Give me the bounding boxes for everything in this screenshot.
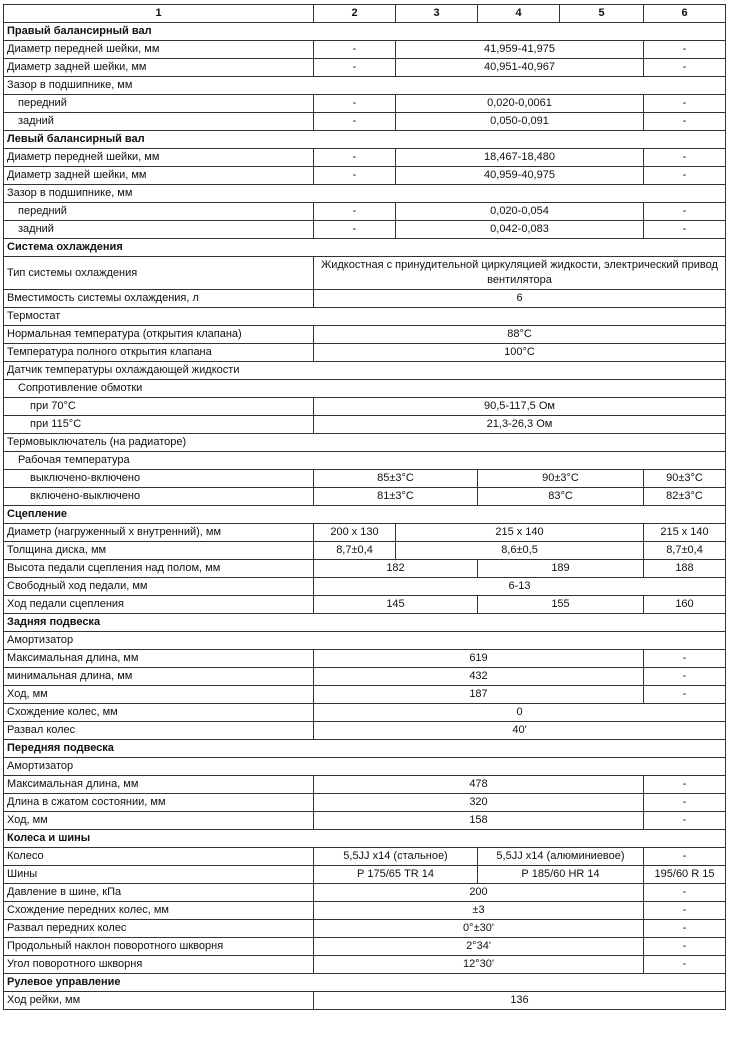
value-cell: 0 — [314, 704, 726, 722]
section-row — [4, 239, 726, 257]
parameter-label: передний — [4, 95, 314, 113]
column-header: 5 — [560, 5, 644, 23]
value-cell: 478 — [314, 776, 644, 794]
parameter-label: Ход рейки, мм — [4, 992, 314, 1010]
section-row — [4, 830, 726, 848]
table-row — [4, 326, 726, 344]
table-row — [4, 668, 726, 686]
table-row — [4, 524, 726, 542]
parameter-label: выключено-включено — [4, 470, 314, 488]
parameter-label: Диаметр передней шейки, мм — [4, 41, 314, 59]
table-row — [4, 902, 726, 920]
value-cell: 158 — [314, 812, 644, 830]
table-row — [4, 344, 726, 362]
parameter-label: Амортизатор — [4, 758, 726, 776]
parameter-label: Развал передних колес — [4, 920, 314, 938]
value-cell: 41,959-41,975 — [396, 41, 644, 59]
value-cell: - — [644, 848, 726, 866]
section-row — [4, 974, 726, 992]
table-row — [4, 866, 726, 884]
parameter-label: Термовыключатель (на радиаторе) — [4, 434, 726, 452]
value-cell: 320 — [314, 794, 644, 812]
value-cell: 8,6±0,5 — [396, 542, 644, 560]
table-row — [4, 938, 726, 956]
column-header: 1 — [4, 5, 314, 23]
parameter-label: Свободный ход педали, мм — [4, 578, 314, 596]
value-cell: 0,042-0,083 — [396, 221, 644, 239]
value-cell: - — [314, 149, 396, 167]
table-row — [4, 113, 726, 131]
parameter-label: Сопротивление обмотки — [4, 380, 726, 398]
parameter-label: Амортизатор — [4, 632, 726, 650]
table-row — [4, 434, 726, 452]
table-row — [4, 992, 726, 1010]
table-row — [4, 95, 726, 113]
value-cell: 6 — [314, 290, 726, 308]
value-cell: 432 — [314, 668, 644, 686]
value-cell: - — [644, 902, 726, 920]
value-cell: 6-13 — [314, 578, 726, 596]
column-header: 2 — [314, 5, 396, 23]
parameter-label: Ход, мм — [4, 686, 314, 704]
table-row — [4, 794, 726, 812]
parameter-label: Ход педали сцепления — [4, 596, 314, 614]
value-cell: 81±3°С — [314, 488, 478, 506]
value-cell: 187 — [314, 686, 644, 704]
table-row — [4, 41, 726, 59]
value-cell: 182 — [314, 560, 478, 578]
section-title: Левый балансирный вал — [4, 131, 726, 149]
value-cell: 21,3-26,3 Ом — [314, 416, 726, 434]
table-row — [4, 956, 726, 974]
table-row — [4, 149, 726, 167]
table-row — [4, 632, 726, 650]
table-row — [4, 59, 726, 77]
parameter-label: Температура полного открытия клапана — [4, 344, 314, 362]
value-cell: 200 x 130 — [314, 524, 396, 542]
value-cell: 5,5JJ x14 (стальное) — [314, 848, 478, 866]
table-row — [4, 812, 726, 830]
value-cell: ±3 — [314, 902, 644, 920]
value-cell: 5,5JJ x14 (алюминиевое) — [478, 848, 644, 866]
parameter-label: Рабочая температура — [4, 452, 726, 470]
value-cell: - — [644, 884, 726, 902]
parameter-label: Давление в шине, кПа — [4, 884, 314, 902]
parameter-label: Высота педали сцепления над полом, мм — [4, 560, 314, 578]
value-cell: 12°30' — [314, 956, 644, 974]
parameter-label: Продольный наклон поворотного шкворня — [4, 938, 314, 956]
table-row — [4, 470, 726, 488]
value-cell: - — [644, 812, 726, 830]
value-cell: - — [644, 650, 726, 668]
table-row — [4, 884, 726, 902]
value-cell: - — [314, 41, 396, 59]
table-row — [4, 416, 726, 434]
value-cell: 0,020-0,0061 — [396, 95, 644, 113]
table-row — [4, 221, 726, 239]
parameter-label: передний — [4, 203, 314, 221]
value-cell: 136 — [314, 992, 726, 1010]
value-cell: 88°С — [314, 326, 726, 344]
parameter-label: Ход, мм — [4, 812, 314, 830]
value-cell: 0,020-0,054 — [396, 203, 644, 221]
parameter-label: Датчик температуры охлаждающей жидкости — [4, 362, 726, 380]
parameter-label: Толщина диска, мм — [4, 542, 314, 560]
value-cell: - — [644, 668, 726, 686]
parameter-label: Шины — [4, 866, 314, 884]
table-row — [4, 185, 726, 203]
value-cell: 40,959-40,975 — [396, 167, 644, 185]
value-cell: 100°С — [314, 344, 726, 362]
value-cell: 82±3°С — [644, 488, 726, 506]
value-cell: 215 x 140 — [644, 524, 726, 542]
column-header: 4 — [478, 5, 560, 23]
value-cell: - — [644, 59, 726, 77]
section-title: Сцепление — [4, 506, 726, 524]
section-row — [4, 23, 726, 41]
parameter-label: Длина в сжатом состоянии, мм — [4, 794, 314, 812]
value-cell: 40,951-40,967 — [396, 59, 644, 77]
table-row — [4, 560, 726, 578]
value-cell: 90,5-117,5 Ом — [314, 398, 726, 416]
section-row — [4, 614, 726, 632]
table-row — [4, 596, 726, 614]
value-cell: - — [644, 221, 726, 239]
table-row — [4, 203, 726, 221]
value-cell: 0°±30' — [314, 920, 644, 938]
parameter-label: Угол поворотного шкворня — [4, 956, 314, 974]
table-row — [4, 758, 726, 776]
parameter-label: Нормальная температура (открытия клапана) — [4, 326, 314, 344]
value-cell: 85±3°С — [314, 470, 478, 488]
table-row — [4, 686, 726, 704]
section-title: Задняя подвеска — [4, 614, 726, 632]
table-row — [4, 488, 726, 506]
value-cell: 90±3°С — [644, 470, 726, 488]
parameter-label: при 115°С — [4, 416, 314, 434]
spec-table — [3, 4, 726, 1010]
value-cell: - — [644, 41, 726, 59]
table-row — [4, 308, 726, 326]
table-row — [4, 848, 726, 866]
value-cell: 619 — [314, 650, 644, 668]
section-row — [4, 506, 726, 524]
value-cell: Р 175/65 TR 14 — [314, 866, 478, 884]
parameter-label: задний — [4, 113, 314, 131]
section-row — [4, 131, 726, 149]
parameter-label: Зазор в подшипнике, мм — [4, 185, 726, 203]
table-row — [4, 398, 726, 416]
parameter-label: Диаметр задней шейки, мм — [4, 59, 314, 77]
value-cell: - — [644, 95, 726, 113]
value-cell: 188 — [644, 560, 726, 578]
parameter-label: Схождение передних колес, мм — [4, 902, 314, 920]
section-title: Колеса и шины — [4, 830, 726, 848]
value-cell: - — [314, 95, 396, 113]
parameter-label: Тип системы охлаждения — [4, 257, 314, 290]
value-cell: - — [314, 167, 396, 185]
value-cell: - — [314, 59, 396, 77]
value-cell: 40' — [314, 722, 726, 740]
section-title: Система охлаждения — [4, 239, 726, 257]
table-row — [4, 452, 726, 470]
parameter-label: минимальная длина, мм — [4, 668, 314, 686]
value-cell: - — [644, 113, 726, 131]
value-cell: 83°С — [478, 488, 644, 506]
table-row — [4, 77, 726, 95]
value-cell: - — [314, 221, 396, 239]
value-cell: 8,7±0,4 — [314, 542, 396, 560]
table-row — [4, 362, 726, 380]
value-cell: - — [644, 794, 726, 812]
value-cell: 200 — [314, 884, 644, 902]
parameter-label: Диаметр (нагруженный х внутренний), мм — [4, 524, 314, 542]
value-cell: - — [314, 203, 396, 221]
value-cell: - — [644, 776, 726, 794]
table-row — [4, 542, 726, 560]
value-cell: 145 — [314, 596, 478, 614]
table-row — [4, 920, 726, 938]
value-cell: - — [644, 938, 726, 956]
value-cell: 18,467-18,480 — [396, 149, 644, 167]
parameter-label: Зазор в подшипнике, мм — [4, 77, 726, 95]
parameter-label: Схождение колес, мм — [4, 704, 314, 722]
section-title: Правый балансирный вал — [4, 23, 726, 41]
parameter-label: Диаметр задней шейки, мм — [4, 167, 314, 185]
parameter-label: Максимальная длина, мм — [4, 650, 314, 668]
value-cell: - — [644, 956, 726, 974]
value-cell: - — [644, 203, 726, 221]
value-cell: Жидкостная с принудительной циркуляцией жидкости, электрический привод вентилятора — [314, 257, 726, 290]
value-cell: 160 — [644, 596, 726, 614]
parameter-label: Термостат — [4, 308, 726, 326]
table-row — [4, 290, 726, 308]
parameter-label: Развал колес — [4, 722, 314, 740]
table-row — [4, 704, 726, 722]
value-cell: 189 — [478, 560, 644, 578]
value-cell: 215 x 140 — [396, 524, 644, 542]
value-cell: - — [644, 920, 726, 938]
section-title: Передняя подвеска — [4, 740, 726, 758]
value-cell: 0,050-0,091 — [396, 113, 644, 131]
table-row — [4, 776, 726, 794]
value-cell: 2°34' — [314, 938, 644, 956]
value-cell: 155 — [478, 596, 644, 614]
table-row — [4, 578, 726, 596]
header-row — [4, 5, 726, 23]
parameter-label: Колесо — [4, 848, 314, 866]
value-cell: - — [644, 167, 726, 185]
parameter-label: при 70°С — [4, 398, 314, 416]
value-cell: 90±3°С — [478, 470, 644, 488]
section-row — [4, 740, 726, 758]
value-cell: - — [314, 113, 396, 131]
section-title: Рулевое управление — [4, 974, 726, 992]
value-cell: - — [644, 686, 726, 704]
table-row — [4, 722, 726, 740]
parameter-label: Вместимость системы охлаждения, л — [4, 290, 314, 308]
parameter-label: Максимальная длина, мм — [4, 776, 314, 794]
table-row — [4, 650, 726, 668]
value-cell: 8,7±0,4 — [644, 542, 726, 560]
table-row — [4, 257, 726, 290]
table-row — [4, 167, 726, 185]
value-cell: 195/60 R 15 — [644, 866, 726, 884]
column-header: 6 — [644, 5, 726, 23]
value-cell: Р 185/60 HR 14 — [478, 866, 644, 884]
parameter-label: Диаметр передней шейки, мм — [4, 149, 314, 167]
parameter-label: задний — [4, 221, 314, 239]
value-cell: - — [644, 149, 726, 167]
table-row — [4, 380, 726, 398]
column-header: 3 — [396, 5, 478, 23]
parameter-label: включено-выключено — [4, 488, 314, 506]
spec-table-body — [4, 5, 726, 1010]
